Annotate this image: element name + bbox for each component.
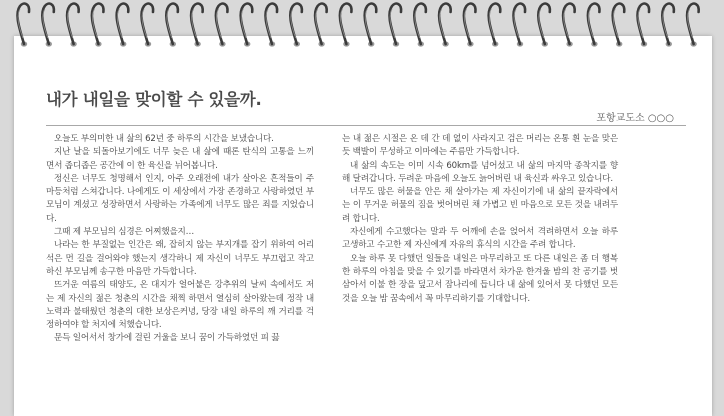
spiral-ring	[166, 4, 178, 44]
body-paragraph: 지난 날을 되돌아보기에도 너무 늦은 내 삶에 때론 탄식의 고통을 느끼면서 좁디좁은 공간에 이 한 육신을 뉘어봅니다.	[46, 147, 314, 171]
spiral-ring	[538, 4, 550, 44]
spiral-ring	[439, 4, 451, 44]
spiral-ring	[216, 4, 228, 44]
spiral-ring	[241, 4, 253, 44]
spiral-ring	[42, 4, 54, 44]
body-paragraph: 나라는 한 부질없는 인간은 왜, 잡히지 않는 부지개를 잡기 위하여 어리석은 먼 길을 걸어와야 했는지 생각하니 제 자신이 너무도 부끄럽고 작고하신 부모님께 송구한 마음만 가득합니다.	[46, 240, 314, 277]
spiral-ring	[588, 4, 600, 44]
spiral-ring	[687, 4, 699, 44]
spiral-ring	[92, 4, 104, 44]
spiral-ring	[67, 4, 79, 44]
spiral-ring	[117, 4, 129, 44]
body-column-right	[342, 133, 618, 306]
body-paragraph: 문득 일어서서 창가에 걸린 거울을 보니 꿈이 가득하였던 피 끓	[54, 333, 280, 344]
spiral-ring	[513, 4, 525, 44]
body-paragraph: 너무도 많은 허물을 안은 채 살아가는 제 자신이기에 내 삶의 끝자락에서는 이 무거운 허물의 짐을 벗어버린 채 가볍고 빈 마음으로 모든 것을 내려두려 합니다.	[342, 187, 618, 224]
spiral-ring	[315, 4, 327, 44]
spiral-binding	[0, 0, 724, 52]
spiral-ring	[563, 4, 575, 44]
body-paragraph: 뜨거운 여름의 태양도, 온 대지가 얼어붙은 강추위의 날씨 속에서도 저는 제 자신의 젊은 청춘의 시간을 채찍 하면서 열심히 살아왔는데 정작 내 노력과 불태웠던 청춘의 대한 보상은커녕, 당장 내일 하루의 깨 거리를 걱정하여야 할 처지에 처했습니다.	[46, 280, 314, 331]
article-author: 포항교도소 ○○○	[596, 113, 674, 124]
spiral-ring	[464, 4, 476, 44]
spiral-ring	[637, 4, 649, 44]
body-paragraph: 그때 제 부모님의 심경은 어찌했을지…	[54, 227, 195, 238]
spiral-ring	[613, 4, 625, 44]
body-paragraph: 는 내 젊은 시절은 온 데 간 데 없이 사라지고 검은 머리는 온통 흰 눈을 맞은 듯 백발이 무성하고 이마에는 주름만 가득합니다.	[342, 134, 618, 158]
body-paragraph: 자신에게 수고했다는 말과 두 어깨에 손을 얹어서 격려하면서 오늘 하루 고생하고 수고한 제 자신에게 자유의 휴식의 시간을 주려 합니다.	[342, 227, 618, 251]
spiral-ring	[365, 4, 377, 44]
body-column-left	[46, 133, 314, 346]
article-title: 내가 내일을 맞이할 수 있을까.	[46, 90, 262, 109]
spiral-ring	[191, 4, 203, 44]
body-paragraph: 정신은 너무도 청명해서 인지, 아주 오래전에 내가 살아온 흔적들이 주마등처럼 스쳐갑니다. 나에게도 이 세상에서 가장 존경하고 사랑하였던 부모님이 계셨고 성장하면서 사랑하는 가족에게 너무도 많은 죄를 지었습니다.	[46, 173, 314, 224]
body-paragraph: 오늘도 부의미한 내 삶의 62년 중 하루의 시간을 보냈습니다.	[54, 134, 274, 144]
spiral-ring	[290, 4, 302, 44]
body-paragraph: 오늘 하루 못 다했던 일들을 내일은 마무리하고 또 다른 내일은 좀 더 행복한 하루의 아침을 맞을 수 있기를 바라면서 차가운 한겨울 밤의 찬 공기를 벗 삼아서 이불 한 장을 덮고서 잠나리에 듭니다 내 삶에 있어서 못 다했던 모든 것을 오늘 밤 꿈속에서 꼭 마무리하기를 기대합니다.	[342, 253, 618, 304]
body-paragraph: 내 삶의 속도는 이미 시속 60km를 넘어섰고 내 삶의 마지막 종착지를 향해 달려갑니다. 두려운 마음에 오늘도 늙어버린 내 육신과 싸우고 있습니다.	[342, 160, 618, 184]
spiral-ring	[17, 4, 29, 44]
spiral-ring	[265, 4, 277, 44]
title-divider	[46, 125, 686, 126]
spiral-ring	[662, 4, 674, 44]
spiral-ring	[489, 4, 501, 44]
spiral-ring	[414, 4, 426, 44]
spiral-ring	[389, 4, 401, 44]
spiral-ring	[340, 4, 352, 44]
spiral-ring	[141, 4, 153, 44]
